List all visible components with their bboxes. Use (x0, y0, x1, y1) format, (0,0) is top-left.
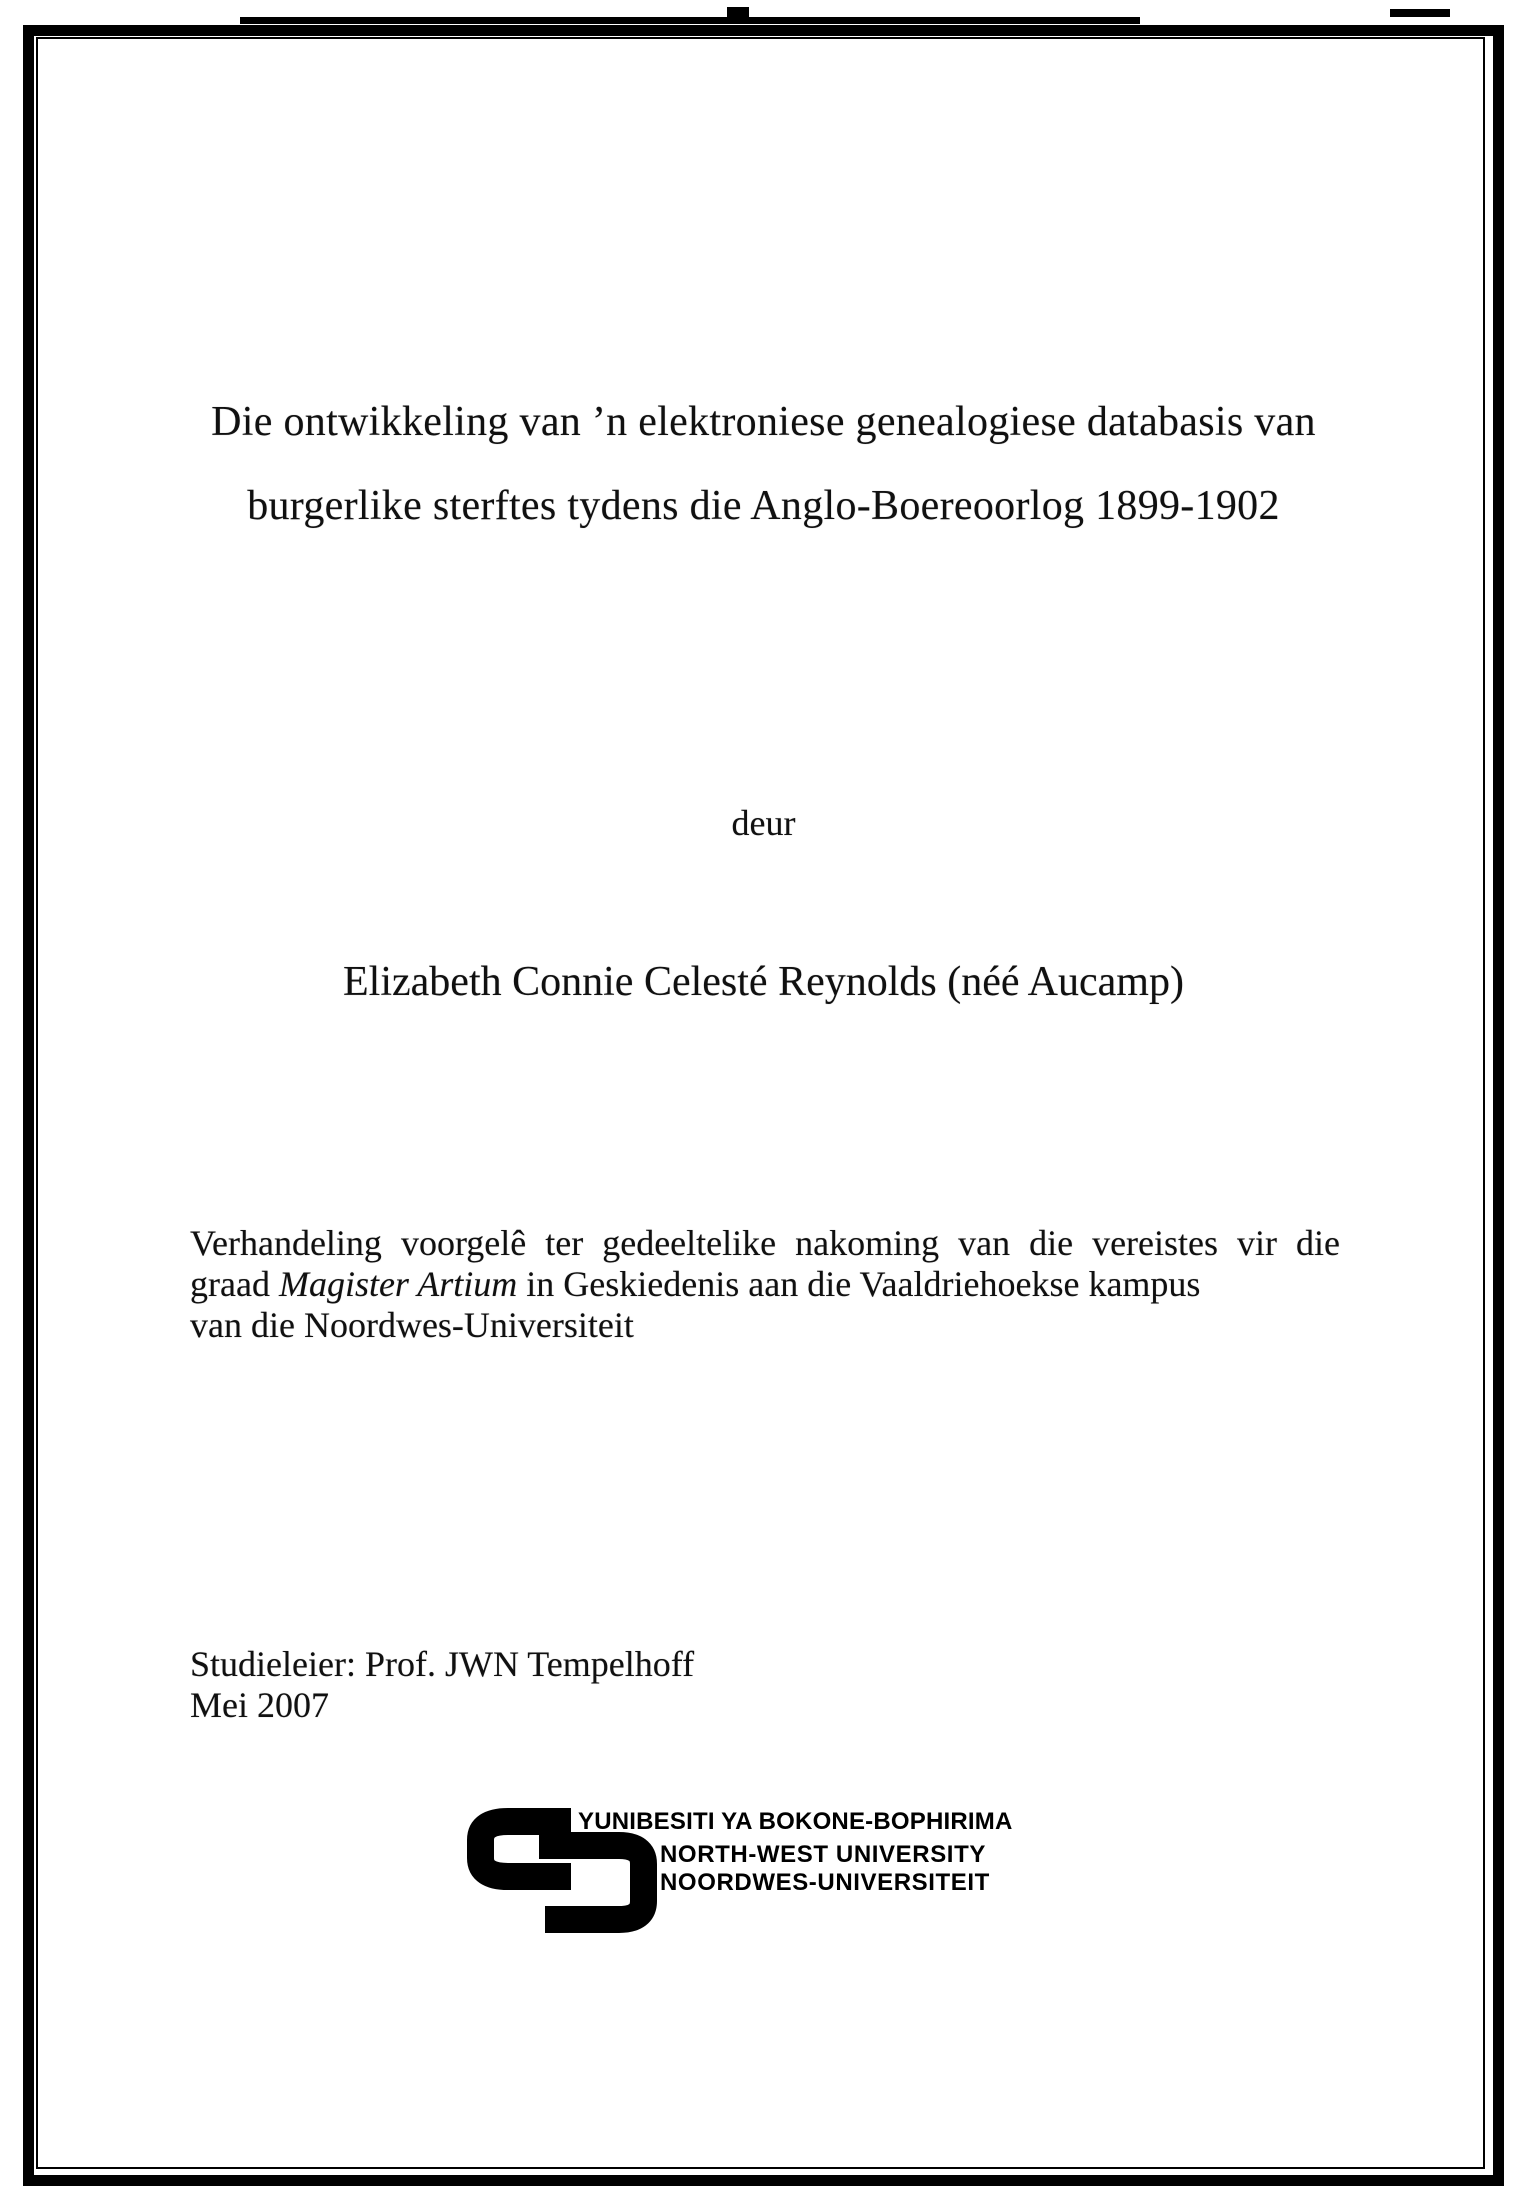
university-logo (467, 1808, 1107, 1943)
degree-name: Magister Artium (278, 1264, 518, 1304)
degree-statement-line3: van die Noordwes-Universiteit (190, 1305, 634, 1345)
logo-text-afrikaans: NOORDWES-UNIVERSITEIT (660, 1869, 990, 1896)
degree-statement-line1: Verhandeling voorgelê ter gedeeltelike nakoming van die vereistes vir die (190, 1223, 1340, 1263)
supervisor-line: Studieleier: Prof. JWN Tempelhoff (190, 1644, 695, 1684)
logo-text-english: NORTH-WEST UNIVERSITY (660, 1841, 986, 1868)
degree-statement-line2-prefix: graad (190, 1264, 279, 1304)
degree-statement-line2 (190, 1264, 1340, 1305)
scan-artifact (1390, 9, 1450, 17)
scan-artifact (727, 7, 749, 20)
logo-text-setswana: YUNIBESITI YA BOKONE-BOPHIRIMA (578, 1808, 1013, 1835)
thesis-title (186, 380, 1341, 548)
thesis-title-line2: burgerlike sterftes tydens die Anglo-Boereoorlog 1899-1902 (247, 483, 1280, 529)
degree-statement-line2-suffix: in Geskiedenis aan die Vaaldriehoekse kampus (517, 1264, 1201, 1304)
byline-label: deur (731, 803, 796, 843)
date-line: Mei 2007 (190, 1685, 329, 1725)
degree-statement (190, 1223, 1340, 1346)
scan-artifact (240, 17, 1140, 24)
thesis-title-line1: Die ontwikkeling van ’n elektroniese genealogiese databasis van (211, 399, 1316, 445)
supervisor-block (190, 1644, 1090, 1726)
author-name: Elizabeth Connie Celesté Reynolds (néé Aucamp) (343, 959, 1184, 1005)
